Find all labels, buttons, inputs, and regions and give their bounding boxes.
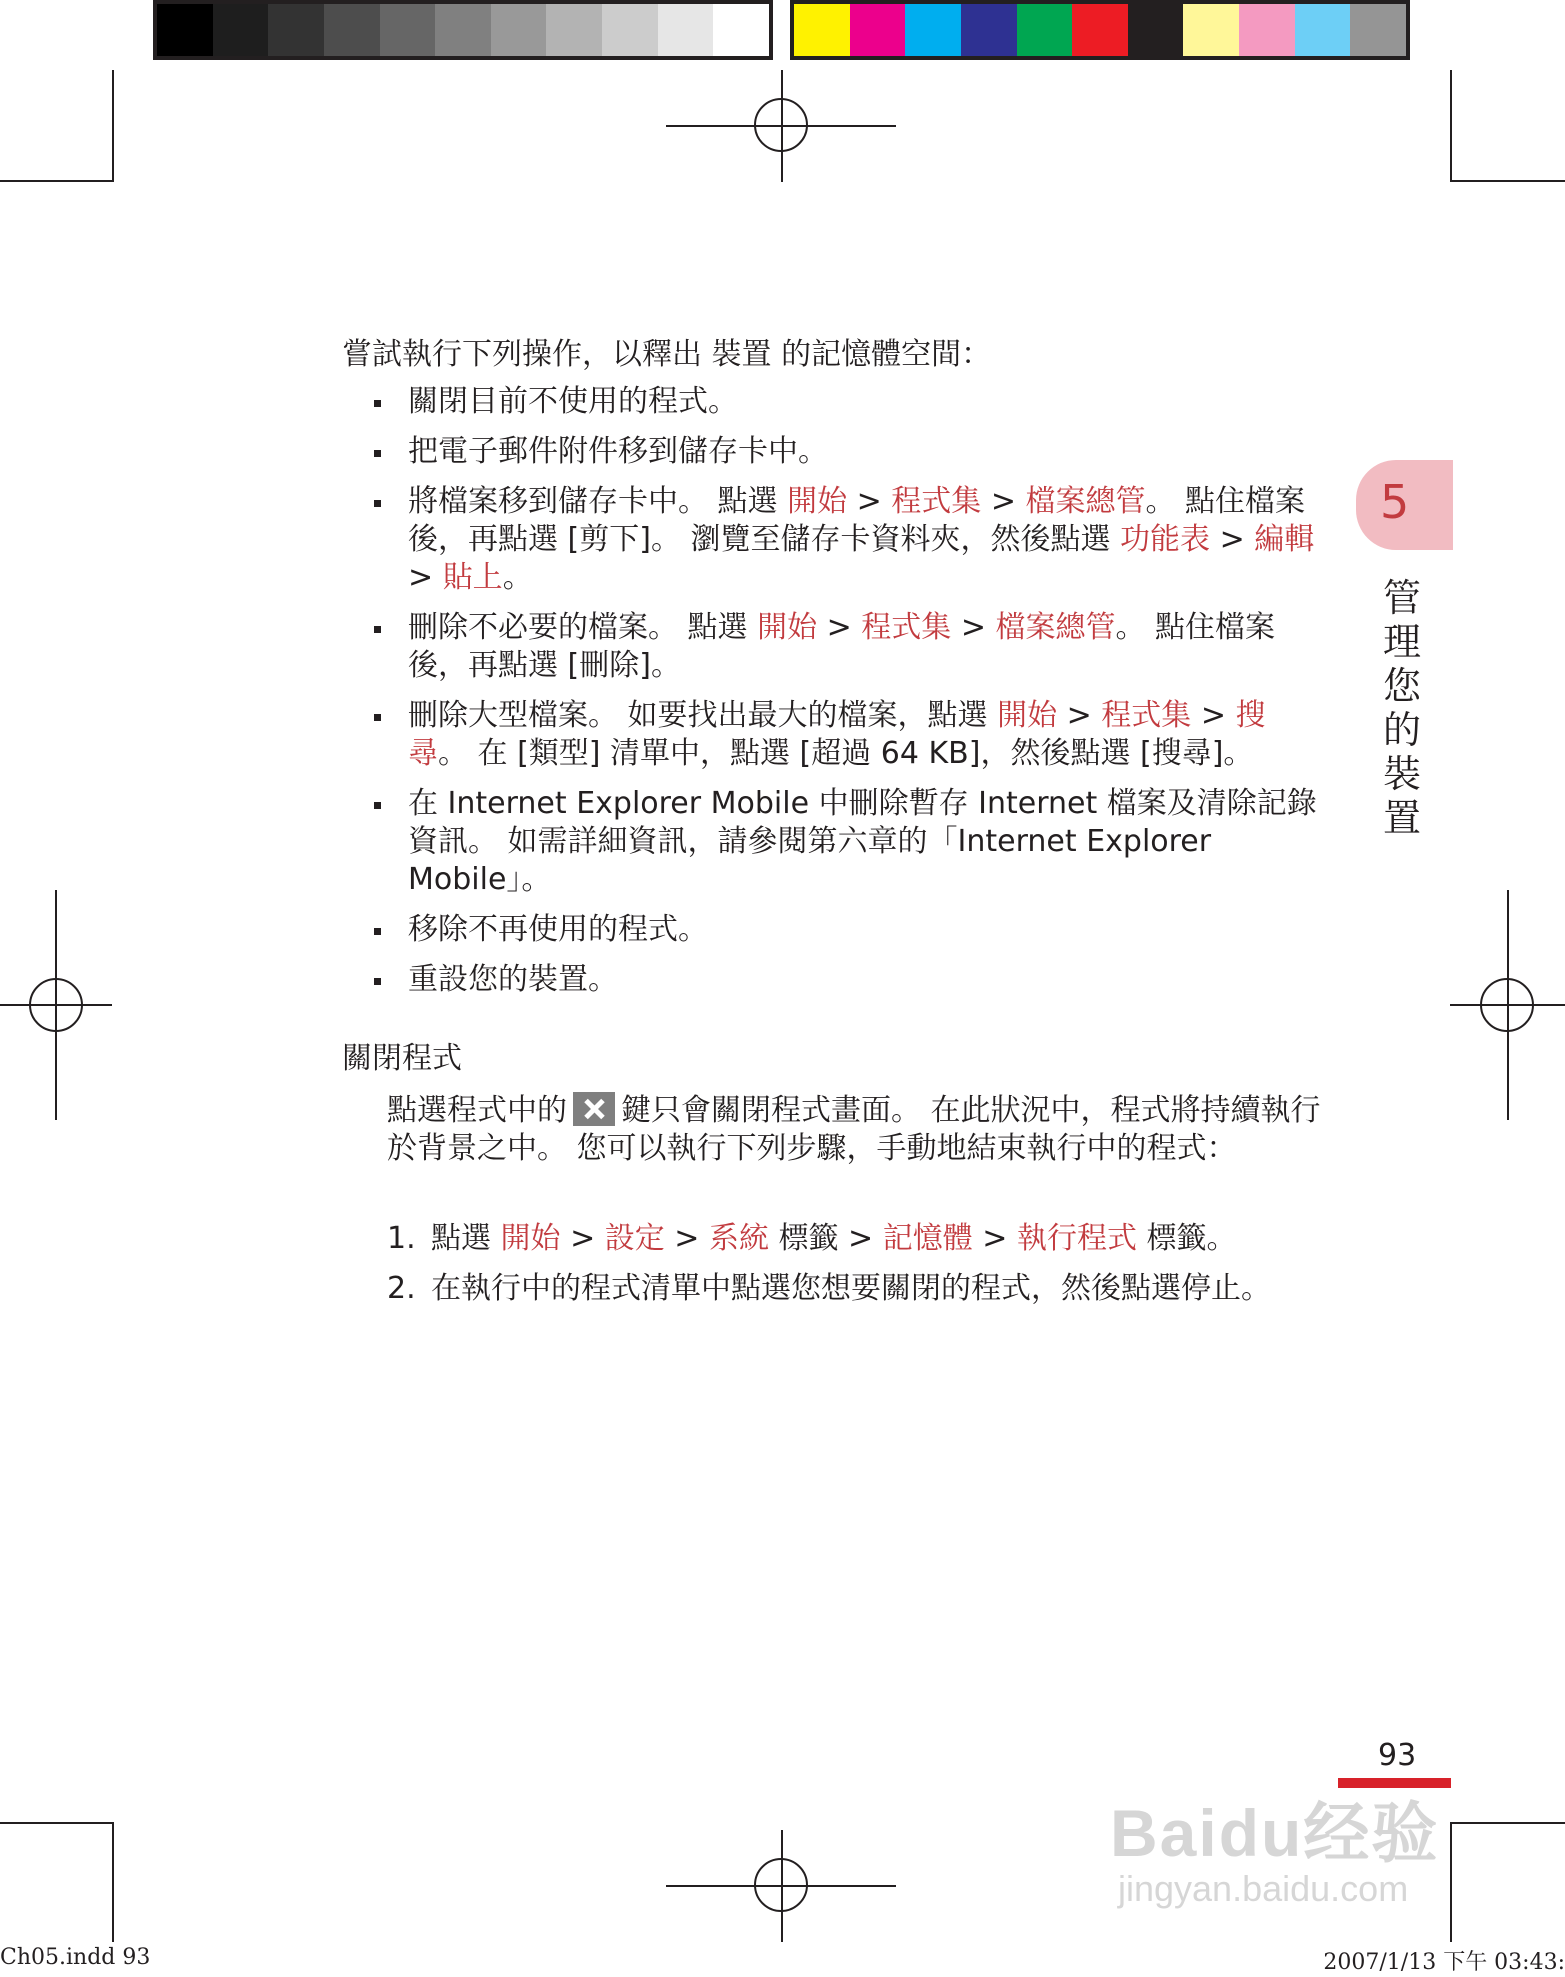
crop-mark — [1450, 180, 1565, 182]
color-swatch — [1183, 4, 1239, 56]
menu-path-link: 功能表 — [1120, 522, 1211, 557]
text-run: 。 在 [類型] 清單中，點選 [超過 64 KB]，然後點選 [搜尋]。 — [438, 736, 1254, 771]
text-run: > — [981, 484, 1026, 519]
close-program-paragraph — [387, 1092, 1327, 1168]
gray-swatch — [602, 4, 658, 56]
color-swatch — [1128, 4, 1184, 56]
gray-swatch — [658, 4, 714, 56]
step-item — [387, 1220, 1347, 1258]
text-run: 。 點住檔案後，再點選 [剪下]。 瀏覽至儲存卡資料夾，然後點選 — [408, 484, 1306, 557]
text-run: > — [408, 560, 443, 595]
step-item — [387, 1270, 1347, 1308]
text-run: 標籤 > — [768, 1221, 883, 1256]
menu-path-link: 執行程式 — [1016, 1221, 1137, 1256]
menu-path-link: 開始 — [500, 1221, 561, 1256]
crop-mark — [0, 180, 113, 182]
text-run: > — [847, 484, 892, 519]
text-run: 將檔案移到儲存卡中。 點選 — [408, 484, 788, 519]
menu-path-link: 開始 — [787, 484, 848, 519]
crop-mark — [112, 1822, 114, 1942]
menu-path-link: 程式集 — [1101, 698, 1192, 733]
registration-mark-left — [29, 978, 83, 1032]
text-run: 重設您的裝置。 — [408, 962, 618, 997]
slug-filename: Ch05.indd 93 — [0, 1945, 151, 1970]
crop-mark — [1450, 70, 1452, 182]
text-run: > — [1191, 698, 1236, 733]
menu-path-link: 編輯 — [1254, 522, 1315, 557]
text-run: > — [1057, 698, 1102, 733]
gray-swatch — [380, 4, 436, 56]
color-swatch — [850, 4, 906, 56]
registration-mark-bottom — [754, 1858, 808, 1912]
color-swatch — [961, 4, 1017, 56]
registration-mark-top — [754, 98, 808, 152]
para-before-icon: 點選程式中的 — [387, 1093, 567, 1128]
text-run: 點選 — [431, 1221, 501, 1256]
color-swatch — [1350, 4, 1406, 56]
list-item — [360, 911, 1320, 949]
text-run: > — [817, 610, 862, 645]
text-run: > — [664, 1221, 709, 1256]
menu-path-link: 程式集 — [861, 610, 952, 645]
text-run: 。 — [502, 560, 533, 595]
text-run: 在 Internet Explorer Mobile 中刪除暫存 Internet 檔案及清除記錄資訊。 如需詳細資訊，請參閱第六章的「Internet Explorer Mobile」。 — [408, 786, 1317, 897]
list-item — [360, 483, 1320, 597]
text-run: 關閉目前不使用的程式。 — [408, 384, 738, 419]
text-run: > — [972, 1221, 1017, 1256]
registration-mark-right — [1480, 978, 1534, 1032]
chapter-title: 管理您的裝置 — [1382, 576, 1421, 840]
text-run: 。 點住檔案後，再點選 [刪除]。 — [408, 610, 1276, 683]
section-title: 關閉程式 — [342, 1041, 462, 1076]
menu-path-link: 設定 — [604, 1221, 665, 1256]
menu-path-link: 貼上 — [442, 560, 503, 595]
text-run: > — [951, 610, 996, 645]
menu-path-link: 系統 — [708, 1221, 769, 1256]
gray-swatch — [268, 4, 324, 56]
intro-text: 嘗試執行下列操作，以釋出 裝置 的記憶體空間： — [342, 337, 992, 372]
text-run: 刪除不必要的檔案。 點選 — [408, 610, 758, 645]
steps-list — [387, 1220, 1347, 1320]
close-x-icon — [573, 1092, 615, 1126]
menu-path-link: 檔案總管 — [995, 610, 1116, 645]
gray-swatch — [157, 4, 213, 56]
menu-path-link: 開始 — [757, 610, 818, 645]
chapter-number: 5 — [1380, 475, 1410, 529]
crop-mark — [0, 1822, 113, 1824]
text-run: > — [1210, 522, 1255, 557]
list-item — [360, 697, 1320, 773]
color-swatch — [1295, 4, 1351, 56]
page-number: 93 — [1378, 1738, 1417, 1773]
list-item — [360, 609, 1320, 685]
menu-path-link: 程式集 — [891, 484, 982, 519]
color-swatch — [1072, 4, 1128, 56]
gray-swatch — [713, 4, 769, 56]
text-run: 刪除大型檔案。 如要找出最大的檔案，點選 — [408, 698, 998, 733]
grayscale-calibration-bar — [153, 0, 773, 60]
watermark-url: jingyan.baidu.com — [1118, 1868, 1409, 1909]
text-run: 標籤。 — [1136, 1221, 1237, 1256]
menu-path-link: 記憶體 — [882, 1221, 973, 1256]
menu-path-link: 搜尋 — [408, 698, 1266, 771]
color-swatch — [1239, 4, 1295, 56]
memory-tips-list — [360, 383, 1320, 1011]
menu-path-link: 開始 — [997, 698, 1058, 733]
gray-swatch — [435, 4, 491, 56]
watermark-logo: Baidu经验 — [1110, 1796, 1440, 1870]
menu-path-link: 檔案總管 — [1025, 484, 1146, 519]
text-run: 移除不再使用的程式。 — [408, 912, 708, 947]
list-item — [360, 785, 1320, 899]
color-swatch — [794, 4, 850, 56]
crop-mark — [112, 70, 114, 182]
para-after-icon: 鍵只會關閉程式畫面。 在此狀況中，程式將持續執行於背景之中。 您可以執行下列步驟，手動地結束執行中的程式： — [387, 1093, 1321, 1166]
slug-timestamp: 2007/1/13 下午 03:43: — [1323, 1950, 1565, 1975]
color-swatch — [1017, 4, 1073, 56]
gray-swatch — [546, 4, 602, 56]
list-item — [360, 433, 1320, 471]
color-calibration-bar — [790, 0, 1410, 60]
step-number: 1. — [387, 1221, 416, 1256]
step-number: 2. — [387, 1271, 416, 1306]
text-run: 在執行中的程式清單中點選您想要關閉的程式，然後點選停止。 — [431, 1271, 1271, 1306]
baidu-watermark — [1110, 1740, 1470, 1920]
color-swatch — [905, 4, 961, 56]
gray-swatch — [213, 4, 269, 56]
list-item — [360, 383, 1320, 421]
list-item — [360, 961, 1320, 999]
gray-swatch — [491, 4, 547, 56]
gray-swatch — [324, 4, 380, 56]
text-run: > — [560, 1221, 605, 1256]
text-run: 把電子郵件附件移到儲存卡中。 — [408, 434, 828, 469]
